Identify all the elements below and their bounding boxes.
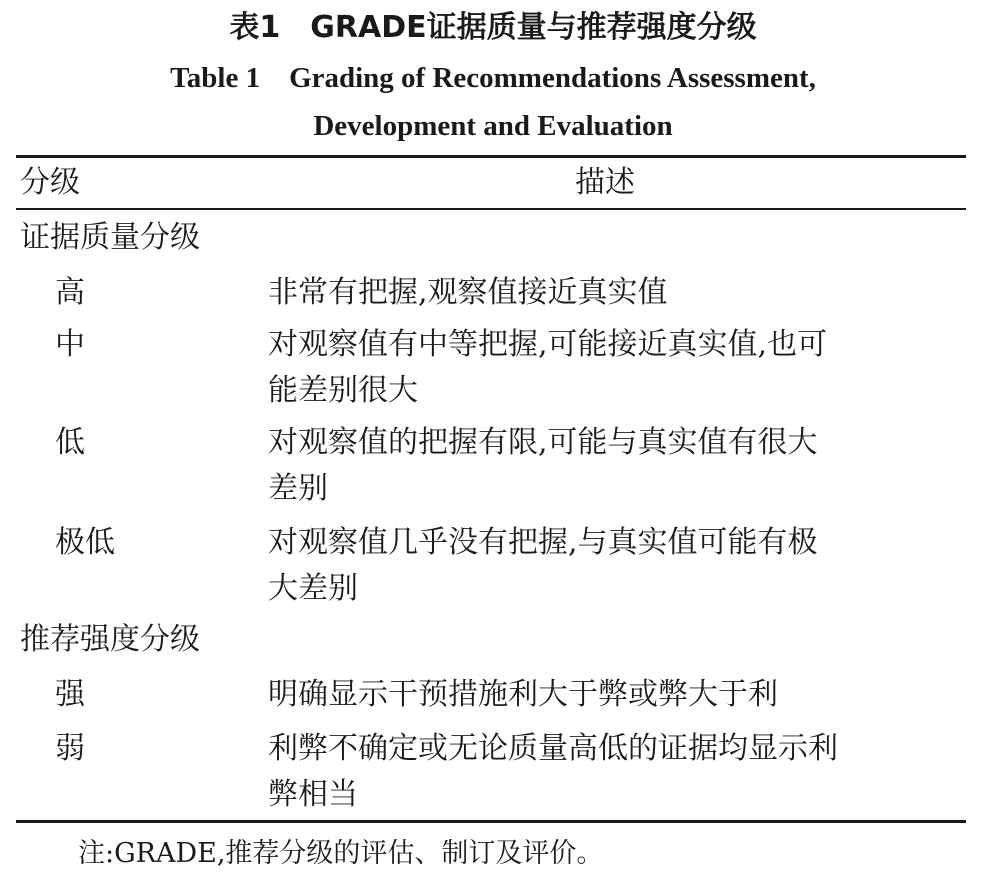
grade-cell: 低: [55, 425, 85, 460]
description-line: 对观察值几乎没有把握,与真实值可能有极: [268, 525, 818, 560]
table-caption-en-line2: Development and Evaluation: [313, 110, 673, 142]
description-cell: [268, 726, 958, 818]
description-line: 弊相当: [268, 777, 358, 812]
grade-cell: 中: [55, 327, 85, 362]
description-cell: [268, 672, 958, 718]
description-cell: [268, 270, 958, 316]
grade-cell: 强: [55, 677, 85, 712]
bottom-rule: [16, 820, 966, 823]
header-description: 描述: [575, 165, 635, 200]
grade-cell: 高: [55, 275, 85, 310]
top-rule: [16, 155, 966, 158]
description-line: 能差别很大: [268, 373, 418, 408]
description-line: 非常有把握,观察值接近真实值: [268, 275, 668, 310]
description-line: 对观察值有中等把握,可能接近真实值,也可: [268, 327, 828, 362]
description-line: 差别: [268, 471, 328, 506]
description-line: 明确显示干预措施利大于弊或弊大于利: [268, 677, 778, 712]
header-grade: 分级: [20, 165, 80, 200]
table-footnote: 注:GRADE,推荐分级的评估、制订及评价。: [78, 838, 604, 869]
description-line: 利弊不确定或无论质量高低的证据均显示利: [268, 731, 838, 766]
grade-cell: 极低: [55, 525, 115, 560]
description-cell: [268, 420, 958, 512]
header-rule: [16, 208, 966, 210]
table-caption-en-line1: Table 1 Grading of Recommendations Assessment,: [170, 62, 816, 94]
description-cell: [268, 520, 958, 612]
description-line: 对观察值的把握有限,可能与真实值有很大: [268, 425, 818, 460]
grade-cell: 弱: [55, 731, 85, 766]
section-label-recommendation-strength: 推荐强度分级: [20, 622, 200, 657]
description-line: 大差别: [268, 571, 358, 606]
description-cell: [268, 322, 958, 414]
section-label-evidence-quality: 证据质量分级: [20, 220, 200, 255]
table-caption-cn: 表1 GRADE证据质量与推荐强度分级: [229, 10, 757, 45]
